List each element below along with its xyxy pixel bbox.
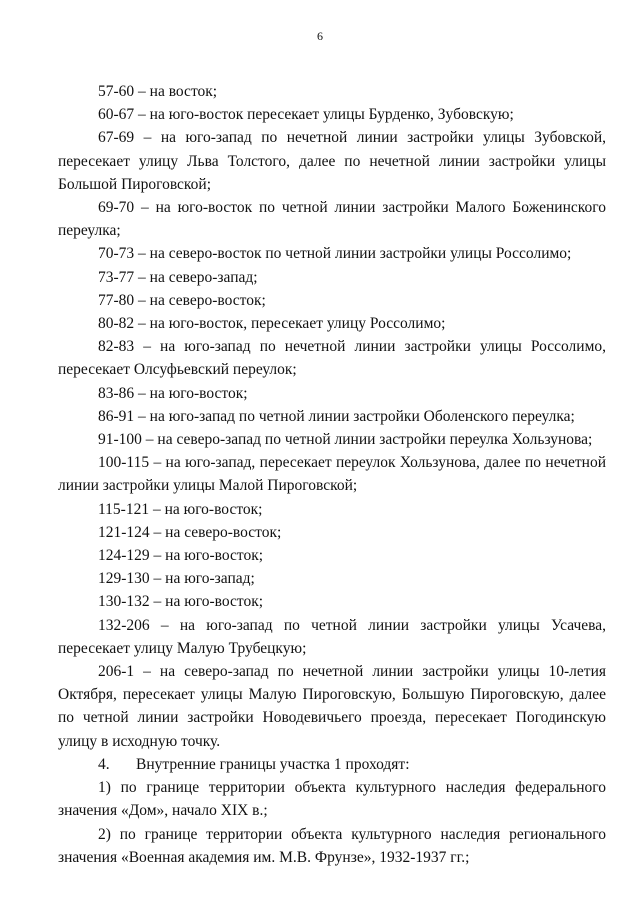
section-heading	[58, 753, 606, 776]
boundary-segment: 124-129 – на юго-восток;	[98, 547, 264, 565]
boundary-segment: 132-206 – на юго-запад по четной линии застройки улицы Усачева, пересекает улицу Малую Трубецкую;	[58, 616, 606, 657]
boundary-segment: 115-121 – на юго-восток;	[98, 500, 263, 518]
boundary-segment: 73-77 – на северо-запад;	[98, 268, 258, 286]
boundary-segment: 83-86 – на юго-восток;	[98, 384, 248, 402]
document-body	[58, 80, 606, 869]
boundary-segment: 206-1 – на северо-запад по нечетной линии застройки улицы 10-летия Октября, пересекает улицы Малую Пироговскую, Большую Пироговскую, далее по четной линии застройки Новодевичьего проезда, пересекает Погодинскую улицу в исходную точку.	[58, 663, 606, 750]
boundary-segment: 100-115 – на юго-запад, пересекает переулок Хользунова, далее по нечетной линии застройки улицы Малой Пироговской;	[58, 454, 606, 495]
boundary-segment: 67-69 – на юго-запад по нечетной линии застройки улицы Зубовской, пересекает улицу Льва Толстого, далее по нечетной линии застройки улицы Большой Пироговской;	[58, 129, 606, 193]
boundary-segment: 129-130 – на юго-запад;	[98, 570, 255, 588]
boundary-segment: 80-82 – на юго-восток, пересекает улицу Россолимо;	[98, 315, 446, 333]
boundary-segment: 60-67 – на юго-восток пересекает улицы Бурденко, Зубовскую;	[98, 106, 514, 124]
boundary-segment: 57-60 – на восток;	[98, 83, 218, 100]
page-number: 6	[317, 29, 323, 43]
boundary-segment: 70-73 – на северо-восток по четной линии застройки улицы Россолимо;	[98, 245, 572, 263]
boundary-segment: 130-132 – на юго-восток;	[98, 593, 264, 611]
boundary-segment: 82-83 – на юго-запад по нечетной линии застройки улицы Россолимо, пересекает Олсуфьевский переулок;	[58, 338, 606, 379]
list-item: 2) по границе территории объекта культурного наследия регионального значения «Военная академия им. М.В. Фрунзе», 1932-1937 гг.;	[58, 825, 606, 866]
boundary-segment: 77-80 – на северо-восток;	[98, 291, 266, 309]
boundary-segment: 86-91 – на юго-запад по четной линии застройки Оболенского переулка;	[98, 407, 575, 425]
section-title: Внутренние границы участка 1 проходят:	[136, 755, 410, 773]
boundary-segment: 91-100 – на северо-запад по четной линии застройки переулка Хользунова;	[98, 431, 593, 449]
boundary-segment: 121-124 – на северо-восток;	[98, 523, 282, 541]
list-item: 1) по границе территории объекта культурного наследия федерального значения «Дом», начало XIX в.;	[58, 779, 606, 820]
boundary-segment: 69-70 – на юго-восток по четной линии застройки Малого Боженинского переулка;	[58, 199, 606, 240]
section-number: 4.	[98, 755, 110, 773]
